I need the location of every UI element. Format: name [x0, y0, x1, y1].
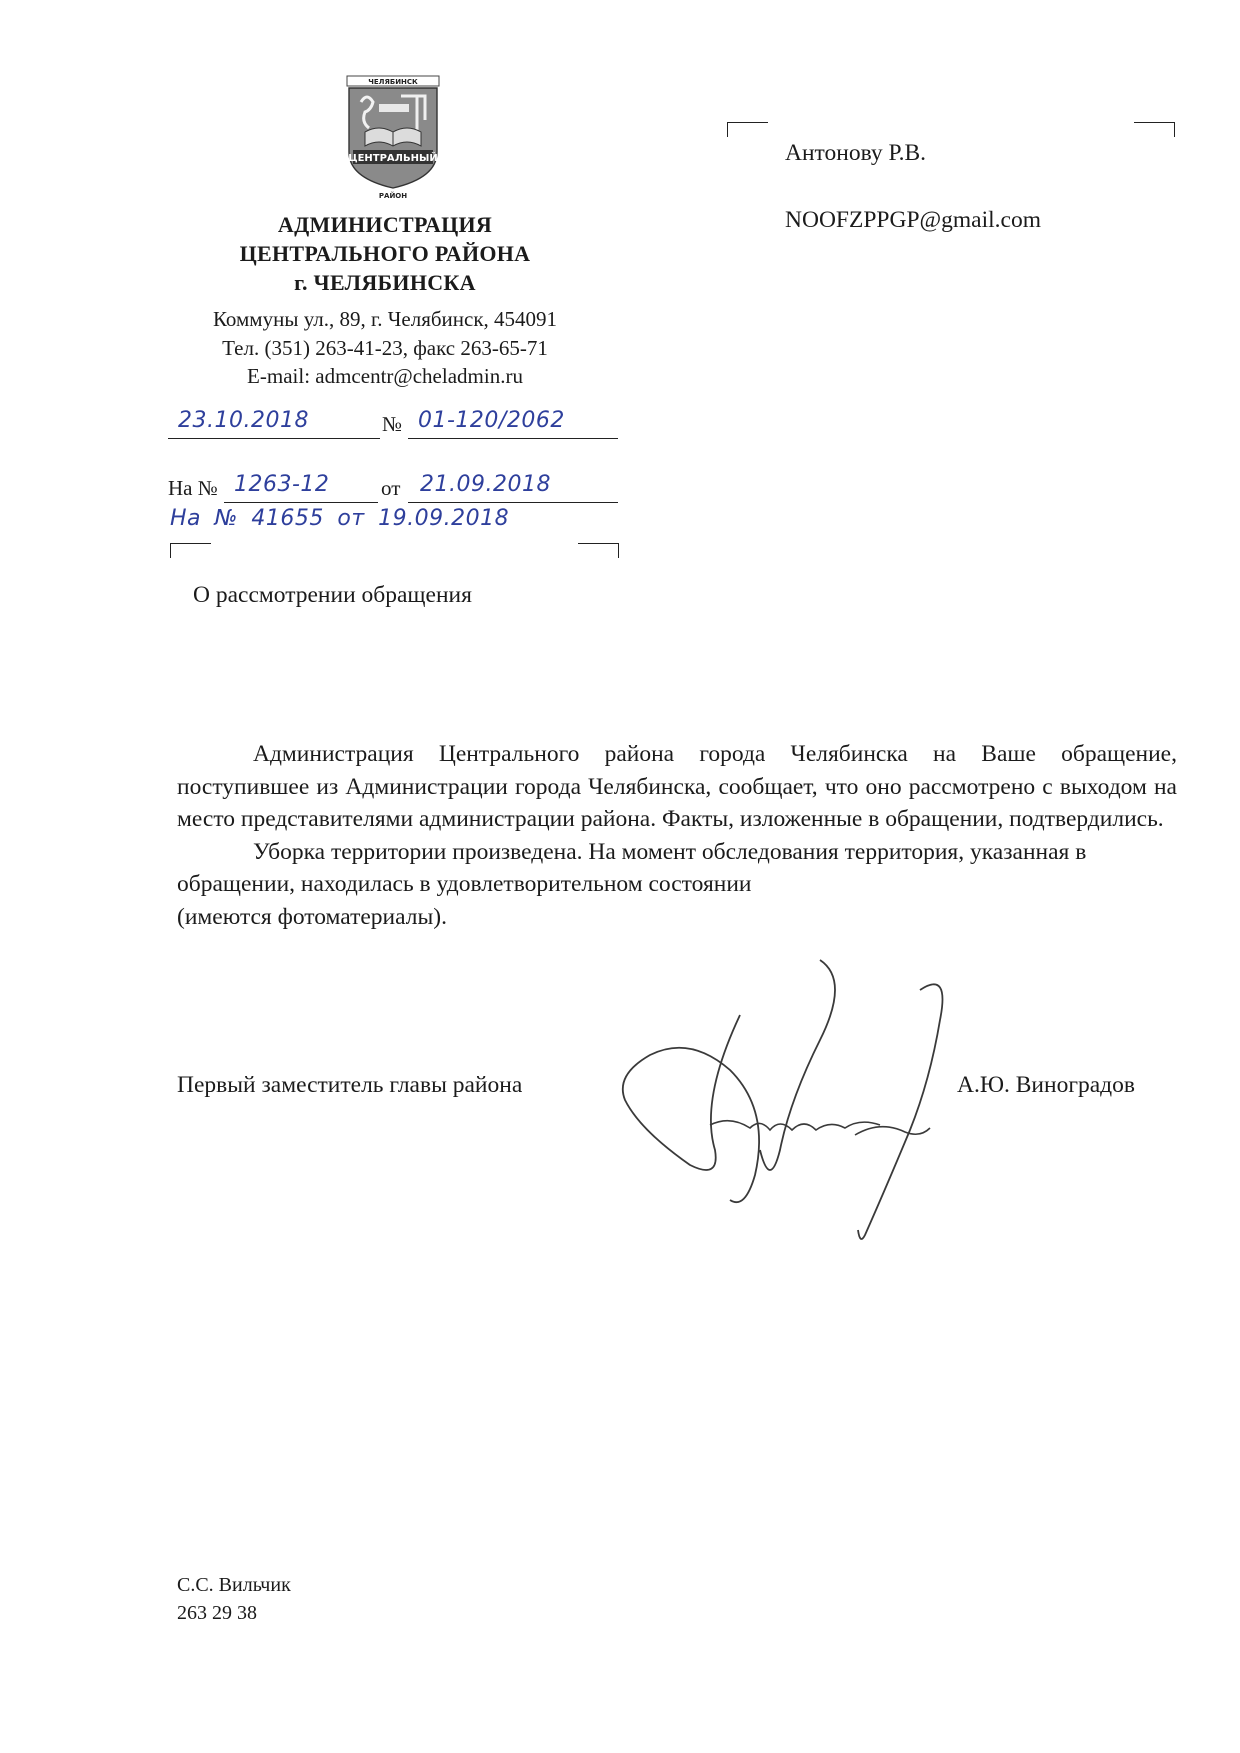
outgoing-date: 23.10.2018 — [178, 408, 309, 433]
recipient-email: NOOFZPPGP@gmail.com — [785, 207, 1042, 233]
org-address: Коммуны ул., 89, г. Челябинск, 454091 — [212, 307, 558, 331]
crest-bottom-text: РАЙОН — [378, 192, 408, 200]
org-name-line1: АДМИНИСТРАЦИЯ — [277, 212, 493, 237]
outgoing-number: 01-120/2062 — [418, 408, 565, 433]
signatory-name: А.Ю. Виноградов — [957, 1072, 1135, 1098]
outgoing-number-label: № — [382, 412, 403, 436]
reply-date: 21.09.2018 — [420, 472, 551, 497]
subject-corner-right — [578, 543, 619, 558]
body-paragraph-2-continued: (имеются фотоматериалы). — [177, 903, 447, 930]
crest-top-text: ЧЕЛЯБИНСК — [368, 78, 418, 86]
district-crest-logo — [345, 74, 441, 202]
reply-from-label: от — [381, 476, 401, 500]
recipient-corner-left — [727, 122, 768, 137]
letter-body — [177, 738, 1177, 933]
body-paragraph-2: Уборка территории произведена. На момент обследования территория, указанная в обращении, находилась в удовлетворительном состоянии — [177, 838, 1087, 897]
letter-subject: О рассмотрении обращения — [193, 582, 472, 608]
executor-name: С.С. Вильчик — [177, 1574, 291, 1596]
subject-corner-left — [170, 543, 211, 558]
reply-number-label: На № — [168, 476, 218, 500]
crest-ribbon-text: ЦЕНТРАЛЬНЫЙ — [348, 153, 438, 164]
org-name-line3: г. ЧЕЛЯБИНСКА — [294, 270, 476, 295]
body-paragraph-1: Администрация Центрального района города Челябинска на Ваше обращение, поступившее из Администрации города Челябинска, сообщает, что оно рассмотрено с выходом на место представителями администрации района. Факты, изложенные в обращении, подтвердились. — [177, 741, 1177, 832]
recipient-name: Антонову Р.В. — [785, 140, 927, 166]
reply-number: 1263-12 — [234, 472, 330, 497]
recipient-corner-right — [1134, 122, 1175, 137]
org-name-line2: ЦЕНТРАЛЬНОГО РАЙОНА — [239, 241, 531, 266]
handwritten-signature — [620, 950, 1040, 1280]
executor-phone: 263 29 38 — [177, 1602, 257, 1624]
signatory-position: Первый заместитель главы района — [177, 1072, 523, 1098]
reply-extra-handwritten: На № 41655 от 19.09.2018 — [170, 506, 510, 531]
org-phone: Тел. (351) 263-41-23, факс 263-65-71 — [222, 336, 548, 360]
org-email: E-mail: admcentr@cheladmin.ru — [247, 364, 523, 388]
